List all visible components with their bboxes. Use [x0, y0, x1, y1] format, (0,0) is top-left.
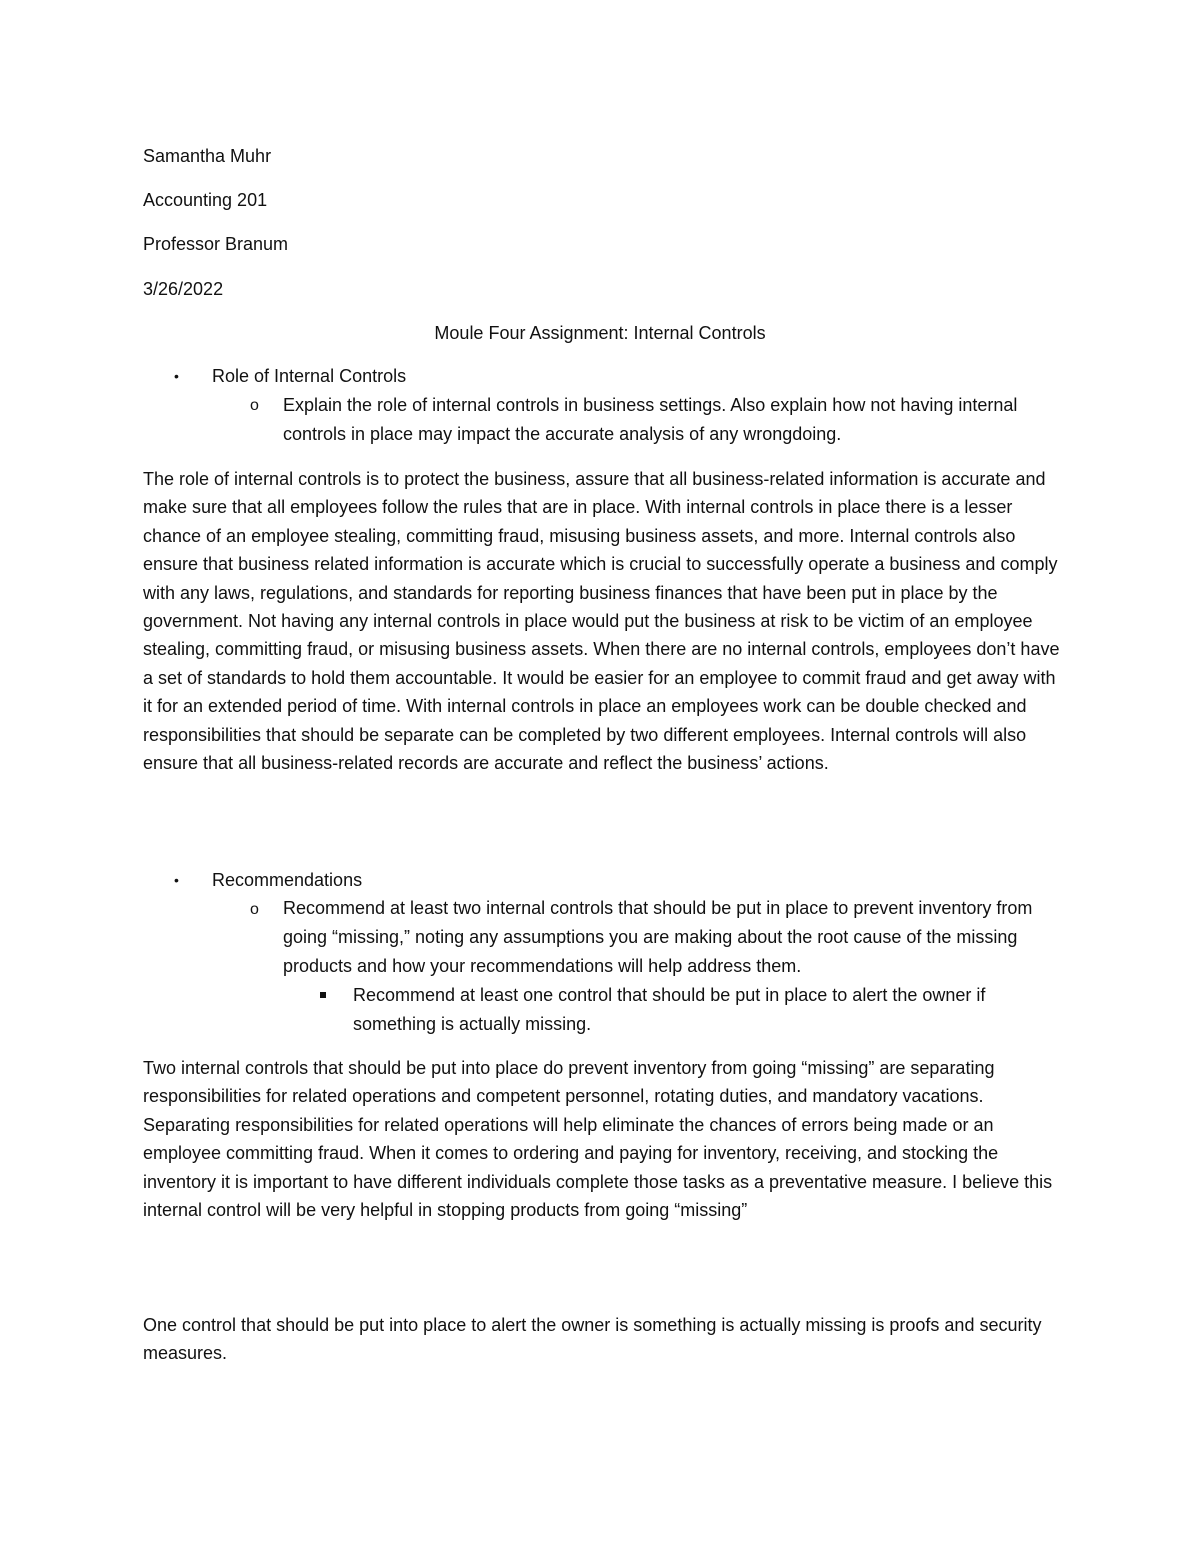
document-date: 3/26/2022	[143, 279, 224, 299]
prompt-recommendations: Recommend at least two internal controls that should be put in place to prevent inventory from going “missing,” noting any assumptions you are making about the root cause of the missing products and how your recommendations will help address them.	[283, 898, 1033, 976]
bullet-icon: •	[174, 368, 179, 384]
sub-bullet-icon: o	[250, 397, 259, 414]
prompt-alert-control: Recommend at least one control that should be put in place to alert the owner if something is actually missing.	[353, 985, 986, 1034]
square-bullet-icon	[320, 992, 326, 998]
paragraph-recommendations: Two internal controls that should be put into place do prevent inventory from going “missing” are separating responsibilities for related operations and competent personnel, rotating duties, and mandatory vacations. Separating responsibilities for related operations will help eliminate the chances of errors being made or an employee committing fraud. When it comes to ordering and paying for inventory, receiving, and stocking the inventory it is important to have different individuals complete those tasks as a preventative measure. I believe this internal control will be very helpful in stopping products from going “missing”	[143, 1058, 1053, 1221]
section-heading-recommendations: Recommendations	[212, 870, 363, 890]
author-name: Samantha Muhr	[143, 146, 272, 166]
prompt-role: Explain the role of internal controls in business settings. Also explain how not having internal controls in place may impact the accurate analysis of any wrongdoing.	[283, 395, 1018, 444]
professor-name: Professor Branum	[143, 234, 289, 254]
document-title: Moule Four Assignment: Internal Controls	[434, 323, 766, 343]
sub-bullet-icon: o	[250, 901, 259, 918]
course-name: Accounting 201	[143, 190, 268, 210]
section-heading-role: Role of Internal Controls	[212, 366, 407, 386]
paragraph-alert-control: One control that should be put into place to alert the owner is something is actually missing is proofs and security measures.	[143, 1315, 1042, 1364]
paragraph-role: The role of internal controls is to protect the business, assure that all business-related information is accurate and make sure that all employees follow the rules that are in place. With internal controls in place there is a lesser chance of an employee stealing, committing fraud, misusing business assets, and more. Internal controls also ensure that business related information is accurate which is crucial to successfully operate a business and comply with any laws, regulations, and standards for reporting business finances that have been put in place by the government. Not having any internal controls in place would put the business at risk to be victim of an employee stealing, committing fraud, or misusing business assets. When there are no internal controls, employees don’t have a set of standards to hold them accountable. It would be easier for an employee to commit fraud and get away with it for an extended period of time. With internal controls in place an employees work can be double checked and responsibilities that should be separate can be completed by two different employees. Internal controls will also ensure that all business-related records are accurate and reflect the business’ actions.	[143, 469, 1060, 774]
bullet-icon: •	[174, 872, 179, 888]
